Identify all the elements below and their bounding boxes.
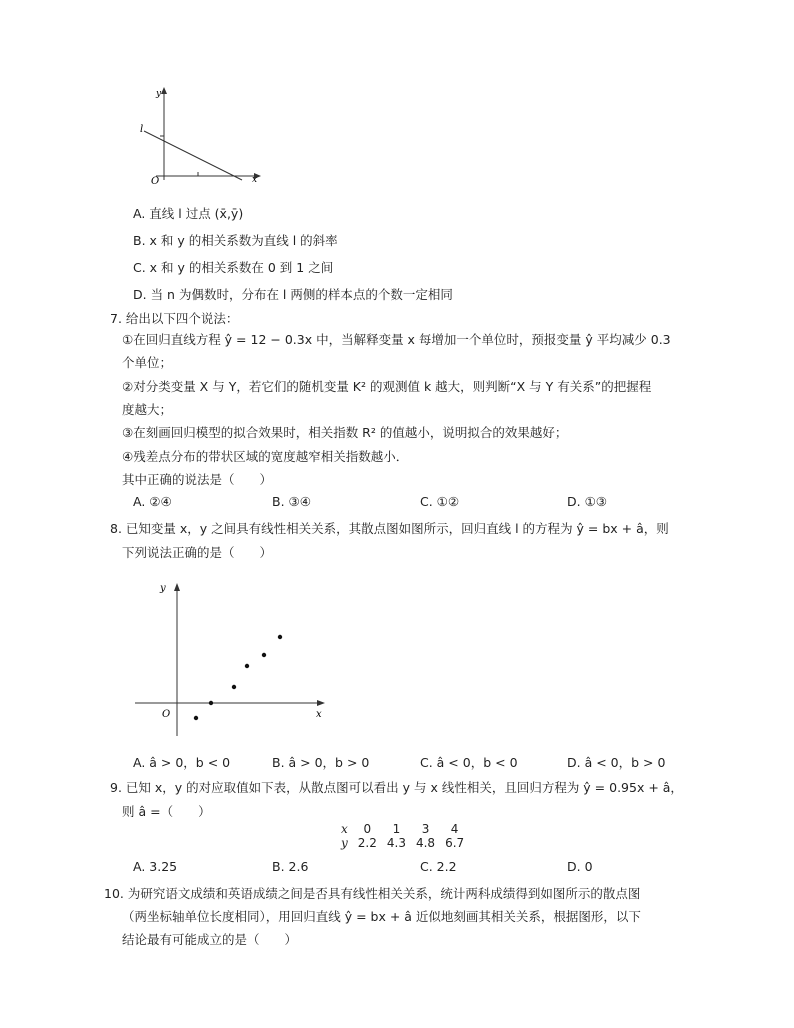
q8-option-a[interactable]: A. â > 0，b < 0 bbox=[133, 755, 231, 770]
q9-option-b[interactable]: B. 2.6 bbox=[272, 859, 309, 874]
scatter-origin-label: O bbox=[162, 709, 171, 720]
q6-option-a[interactable]: A. 直线 l 过点 (x̄,ȳ) bbox=[133, 206, 244, 221]
q7-line-5: ③在刻画回归模型的拟合效果时，相关指数 R² 的值越小，说明拟合的效果越好； bbox=[122, 425, 568, 440]
table-row bbox=[336, 822, 469, 836]
q7-option-a[interactable]: A. ②④ bbox=[133, 494, 172, 509]
table-cell: 1 bbox=[392, 822, 401, 836]
q9-line-2: 则 â =（ ） bbox=[122, 804, 211, 819]
table-cell: 3 bbox=[421, 822, 430, 836]
table-cell: 4 bbox=[450, 822, 459, 836]
q6-option-d[interactable]: D. 当 n 为偶数时，分布在 l 两侧的样本点的个数一定相同 bbox=[133, 287, 453, 302]
graph-origin-label: O bbox=[151, 176, 160, 186]
table-cell: 0 bbox=[363, 822, 372, 836]
graph-x-label: x bbox=[252, 175, 258, 185]
table-cell: 4.3 bbox=[386, 836, 406, 850]
scatter-point bbox=[245, 664, 249, 668]
table-cell: 6.7 bbox=[445, 836, 465, 850]
q6-option-b[interactable]: B. x 和 y 的相关系数为直线 l 的斜率 bbox=[133, 233, 338, 248]
q7-line-4: 度越大； bbox=[122, 402, 173, 417]
scatter-plot bbox=[130, 574, 335, 742]
q7-option-c[interactable]: C. ①② bbox=[420, 494, 460, 509]
graph-y-label: y bbox=[156, 89, 162, 99]
q8-line-1: 8. 已知变量 x，y 之间具有线性相关关系，其散点图如图所示，回归直线 l 的方程为 ŷ = bx + â，则 bbox=[110, 521, 669, 536]
table-cell: y bbox=[341, 836, 348, 850]
q7-option-b[interactable]: B. ③④ bbox=[272, 494, 311, 509]
q8-option-d[interactable]: D. â < 0，b > 0 bbox=[567, 755, 666, 770]
table-row bbox=[336, 836, 469, 850]
q9-option-d[interactable]: D. 0 bbox=[567, 859, 593, 874]
q7-line-1: ①在回归直线方程 ŷ = 12 − 0.3x 中，当解释变量 x 每增加一个单位时，预报变量 ŷ 平均减少 0.3 bbox=[122, 332, 671, 347]
q9-option-a[interactable]: A. 3.25 bbox=[133, 859, 178, 874]
q7-line-2: 个单位； bbox=[122, 355, 173, 370]
scatter-point bbox=[232, 685, 236, 689]
q10-line-3: 结论最有可能成立的是（ ） bbox=[122, 932, 298, 947]
table-cell: 2.2 bbox=[357, 836, 377, 850]
q7-line-7: 其中正确的说法是（ ） bbox=[122, 472, 273, 487]
table-cell: 4.8 bbox=[415, 836, 436, 850]
q7-option-d[interactable]: D. ①③ bbox=[567, 494, 607, 509]
scatter-point bbox=[278, 635, 282, 639]
q8-option-b[interactable]: B. â > 0，b > 0 bbox=[272, 755, 370, 770]
table-cell: x bbox=[341, 822, 348, 836]
scatter-x-label: x bbox=[316, 709, 322, 720]
scatter-point bbox=[194, 716, 198, 720]
scatter-point bbox=[209, 701, 213, 705]
q9-line-1: 9. 已知 x，y 的对应取值如下表，从散点图可以看出 y 与 x 线性相关，且回归方程为 ŷ = 0.95x + â， bbox=[110, 780, 683, 795]
q10-line-1: 10. 为研究语文成绩和英语成绩之间是否具有线性相关关系，统计两科成绩得到如图所示的散点图 bbox=[104, 886, 641, 901]
graph-line-label: l bbox=[140, 124, 144, 135]
scatter-y-label: y bbox=[160, 583, 166, 594]
q7-line-3: ②对分类变量 X 与 Y，若它们的随机变量 K² 的观测值 k 越大，则判断“X 与 Y 有关系”的把握程 bbox=[122, 379, 652, 394]
line-l-graph bbox=[130, 84, 270, 186]
q9-option-c[interactable]: C. 2.2 bbox=[420, 859, 457, 874]
q8-line-2: 下列说法正确的是（ ） bbox=[122, 545, 273, 560]
q7-line-6: ④残差点分布的带状区域的宽度越窄相关指数越小． bbox=[122, 449, 409, 464]
q7-stem: 7. 给出以下四个说法： bbox=[110, 311, 239, 326]
scatter-point bbox=[262, 653, 266, 657]
q8-option-c[interactable]: C. â < 0，b < 0 bbox=[420, 755, 518, 770]
xy-table bbox=[336, 822, 469, 850]
q6-option-c[interactable]: C. x 和 y 的相关系数在 0 到 1 之间 bbox=[133, 260, 334, 275]
q10-line-2: （两坐标轴单位长度相同），用回归直线 ŷ = bx + â 近似地刻画其相关关系，根据图形，以下 bbox=[122, 909, 641, 924]
